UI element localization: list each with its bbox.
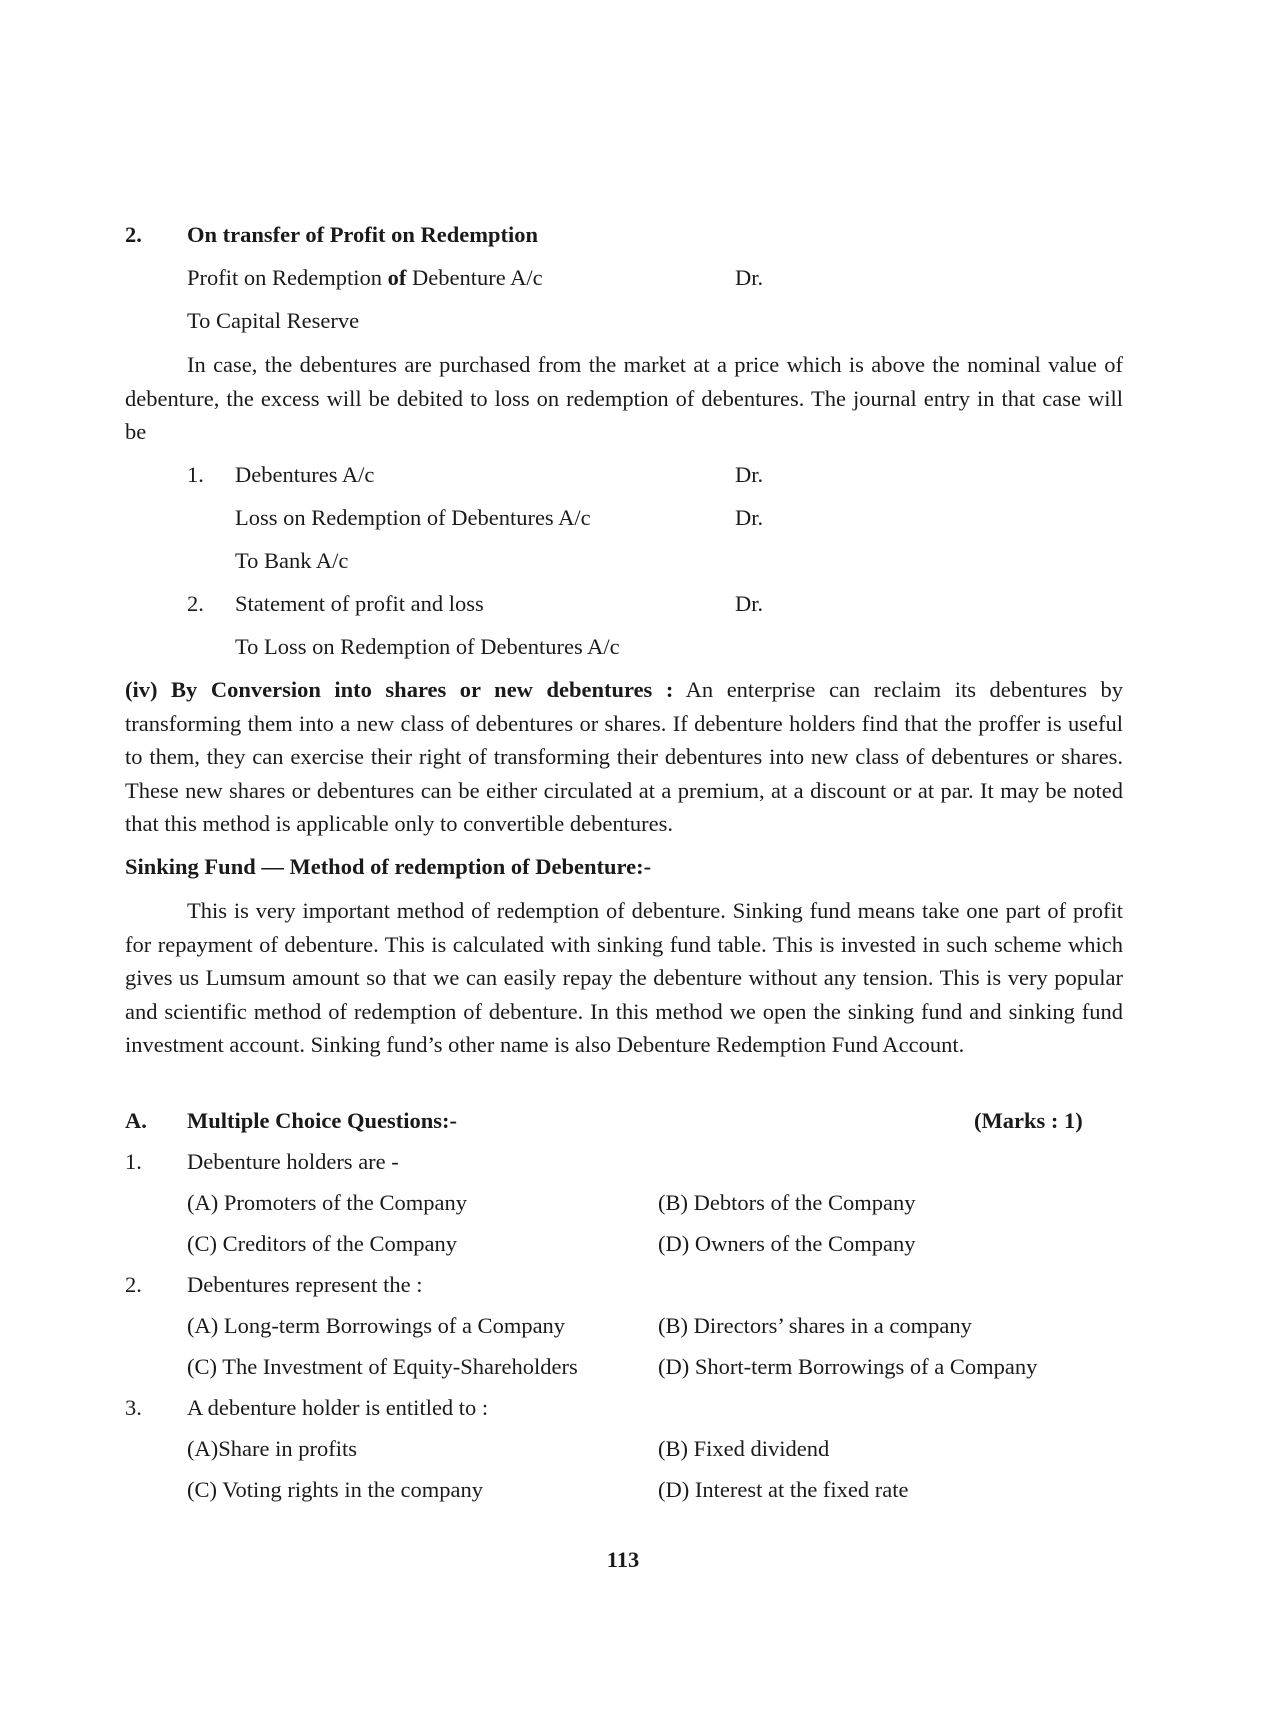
entry-heading: On transfer of Profit on Redemption [187,222,539,247]
question-number: 3. [125,1395,142,1420]
sinking-heading: Sinking Fund — Method of redemption of Debenture:- [125,854,652,879]
conversion-body: An enterprise can reclaim its debentures by transforming them into a new class of debentures or shares. If debenture holders find that the proffer is useful to them, they can exercise their right of transforming their debentures into new class of debentures or shares. These new shares or debentures can be either circulated at a premium, at a discount or at par. It may be noted that this method is applicable only to convertible debentures. [125,677,1124,836]
option-c: (C) Creditors of the Company [187,1231,457,1256]
marks-label: (Marks : 1) [974,1108,1083,1133]
option-d: (D) Owners of the Company [658,1231,916,1256]
page-number: 113 [606,1547,640,1572]
question-text: Debenture holders are - [187,1149,399,1174]
option-a: (A)Share in profits [187,1436,357,1461]
option-b: (B) Debtors of the Company [658,1190,916,1215]
debit-marker: Dr. [735,591,764,616]
section-title: Multiple Choice Questions:- [187,1108,457,1133]
debit-marker: Dr. [735,505,764,530]
option-d: (D) Interest at the fixed rate [658,1477,909,1502]
option-b: (B) Fixed dividend [658,1436,830,1461]
paragraph-sinking: This is very important method of redemption of debenture. Sinking fund means take one part of profit for repayment of debenture. This is calculated with sinking fund table. This is invested in such scheme which gives us Lumsum amount so that we can easily repay the debenture without any tension. This is very popular and scientific method of redemption of debenture. In this method we open the sinking fund and sinking fund investment account. Sinking fund’s other name is also Debenture Redemption Fund Account. [125,898,1123,1057]
question-number: 2. [125,1272,142,1297]
entry-number: 2. [125,222,142,247]
section-label: A. [125,1108,147,1133]
journal-line: Debentures A/c [235,462,375,487]
debit-marker: Dr. [735,462,764,487]
journal-line: To Bank A/c [235,548,349,573]
option-a: (A) Long-term Borrowings of a Company [187,1313,566,1338]
journal-line: Statement of profit and loss [235,591,484,616]
paragraph-case: In case, the debentures are purchased from the market at a price which is above the nominal value of debenture, the excess will be debited to loss on redemption of debentures. The journal entry in that case will be [125,352,1123,444]
option-b: (B) Directors’ shares in a company [658,1313,972,1338]
option-a: (A) Promoters of the Company [187,1190,467,1215]
journal-text-bold: of [387,265,407,290]
journal-line: To Capital Reserve [187,308,360,333]
option-c: (C) Voting rights in the company [187,1477,484,1502]
journal-text-part: Profit on Redemption [187,265,388,290]
journal-text-part: Debenture A/c [406,265,543,290]
option-c: (C) The Investment of Equity-Shareholders [187,1354,578,1379]
journal-line [187,263,543,293]
option-d: (D) Short-term Borrowings of a Company [658,1354,1038,1379]
journal-line: To Loss on Redemption of Debentures A/c [235,634,620,659]
journal-line: Loss on Redemption of Debentures A/c [235,505,591,530]
journal-number: 2. [187,591,204,616]
question-number: 1. [125,1149,142,1174]
journal-number: 1. [187,462,204,487]
question-text: A debenture holder is entitled to : [187,1395,489,1420]
paragraph-conversion [125,673,1123,841]
question-text: Debentures represent the : [187,1272,423,1297]
conversion-lead: (iv) By Conversion into shares or new debentures : [125,677,674,702]
debit-marker: Dr. [735,265,764,290]
